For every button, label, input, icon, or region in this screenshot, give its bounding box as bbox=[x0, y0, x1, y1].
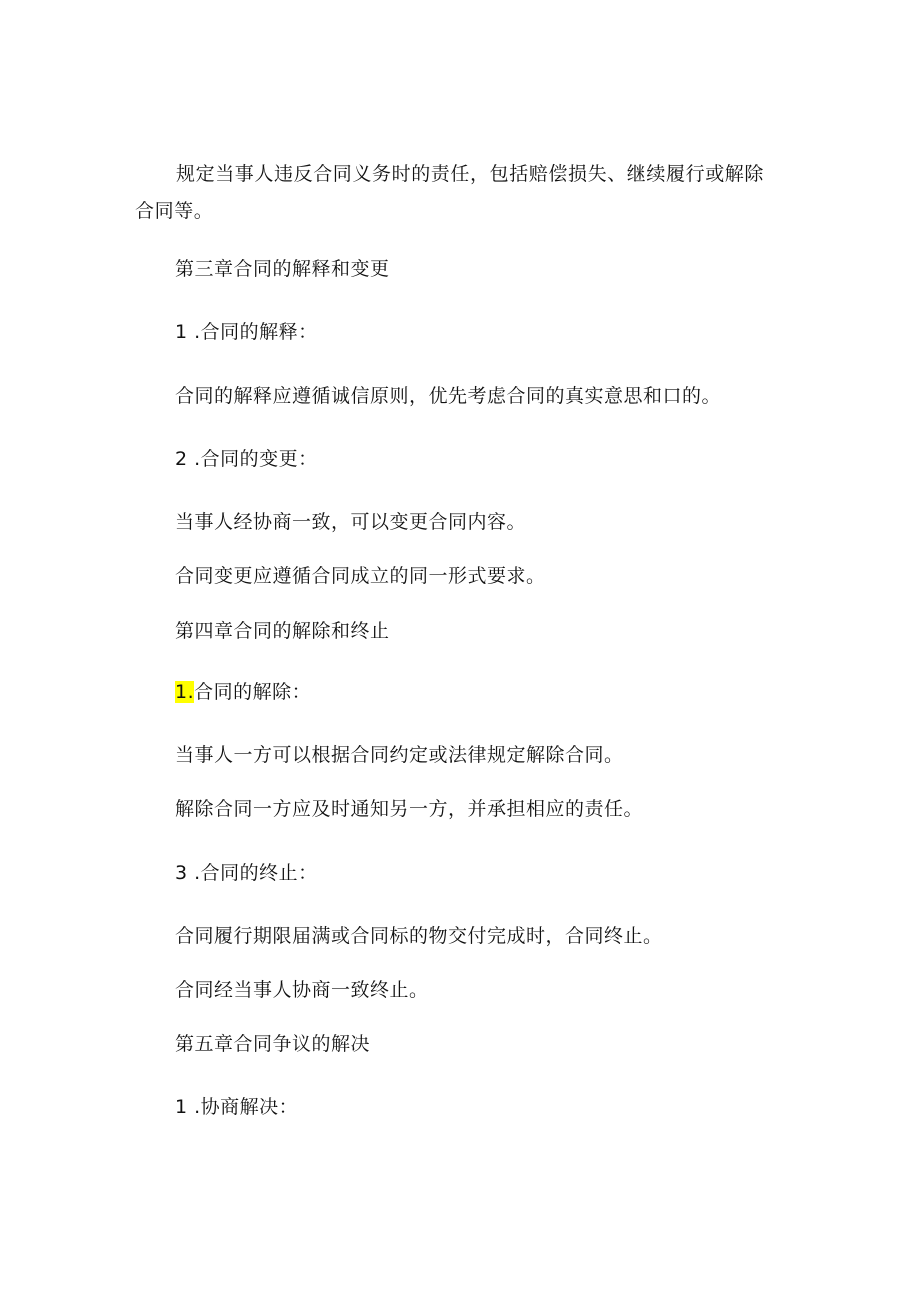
paragraph-termination-2: 合同经当事人协商一致终止。 bbox=[175, 979, 429, 1001]
chapter-3-heading: 第三章合同的解释和变更 bbox=[175, 258, 390, 280]
chapter-5-heading: 第五章合同争议的解决 bbox=[175, 1033, 371, 1055]
paragraph-rescission-2: 解除合同一方应及时通知另一方，并承担相应的责任。 bbox=[175, 798, 644, 820]
paragraph-termination-1: 合同履行期限届满或合同标的物交付完成时，合同终止。 bbox=[175, 925, 663, 947]
section-title: .合同的终止： bbox=[187, 862, 318, 884]
section-title: .合同的解释： bbox=[187, 321, 318, 343]
section-number: 3 bbox=[175, 862, 188, 884]
paragraph-modification-1: 当事人经协商一致，可以变更合同内容。 bbox=[175, 511, 527, 533]
section-title: .合同的变更： bbox=[187, 448, 318, 470]
paragraph-rescission-1: 当事人一方可以根据合同约定或法律规定解除合同。 bbox=[175, 744, 624, 766]
section-termination-heading bbox=[175, 861, 318, 885]
section-number: 1 bbox=[175, 321, 188, 343]
paragraph-modification-2: 合同变更应遵循合同成立的同一形式要求。 bbox=[175, 565, 546, 587]
section-negotiation-heading bbox=[175, 1095, 298, 1119]
section-title: .协商解决： bbox=[187, 1096, 299, 1118]
section-modification-heading bbox=[175, 447, 318, 471]
paragraph-liability: 规定当事人违反合同义务时的责任，包括赔偿损失、继续履行或解除合同等。 bbox=[135, 163, 765, 222]
highlighted-number: 1. bbox=[175, 681, 195, 703]
section-number: 2 bbox=[175, 448, 188, 470]
chapter-4-heading: 第四章合同的解除和终止 bbox=[175, 620, 390, 642]
paragraph-interpretation: 合同的解释应遵循诚信原则，优先考虑合同的真实意思和口的。 bbox=[175, 385, 722, 407]
section-interpretation-heading bbox=[175, 320, 318, 344]
section-title: 合同的解除： bbox=[194, 681, 312, 703]
section-rescission-heading bbox=[175, 680, 311, 704]
section-number: 1 bbox=[175, 1096, 188, 1118]
